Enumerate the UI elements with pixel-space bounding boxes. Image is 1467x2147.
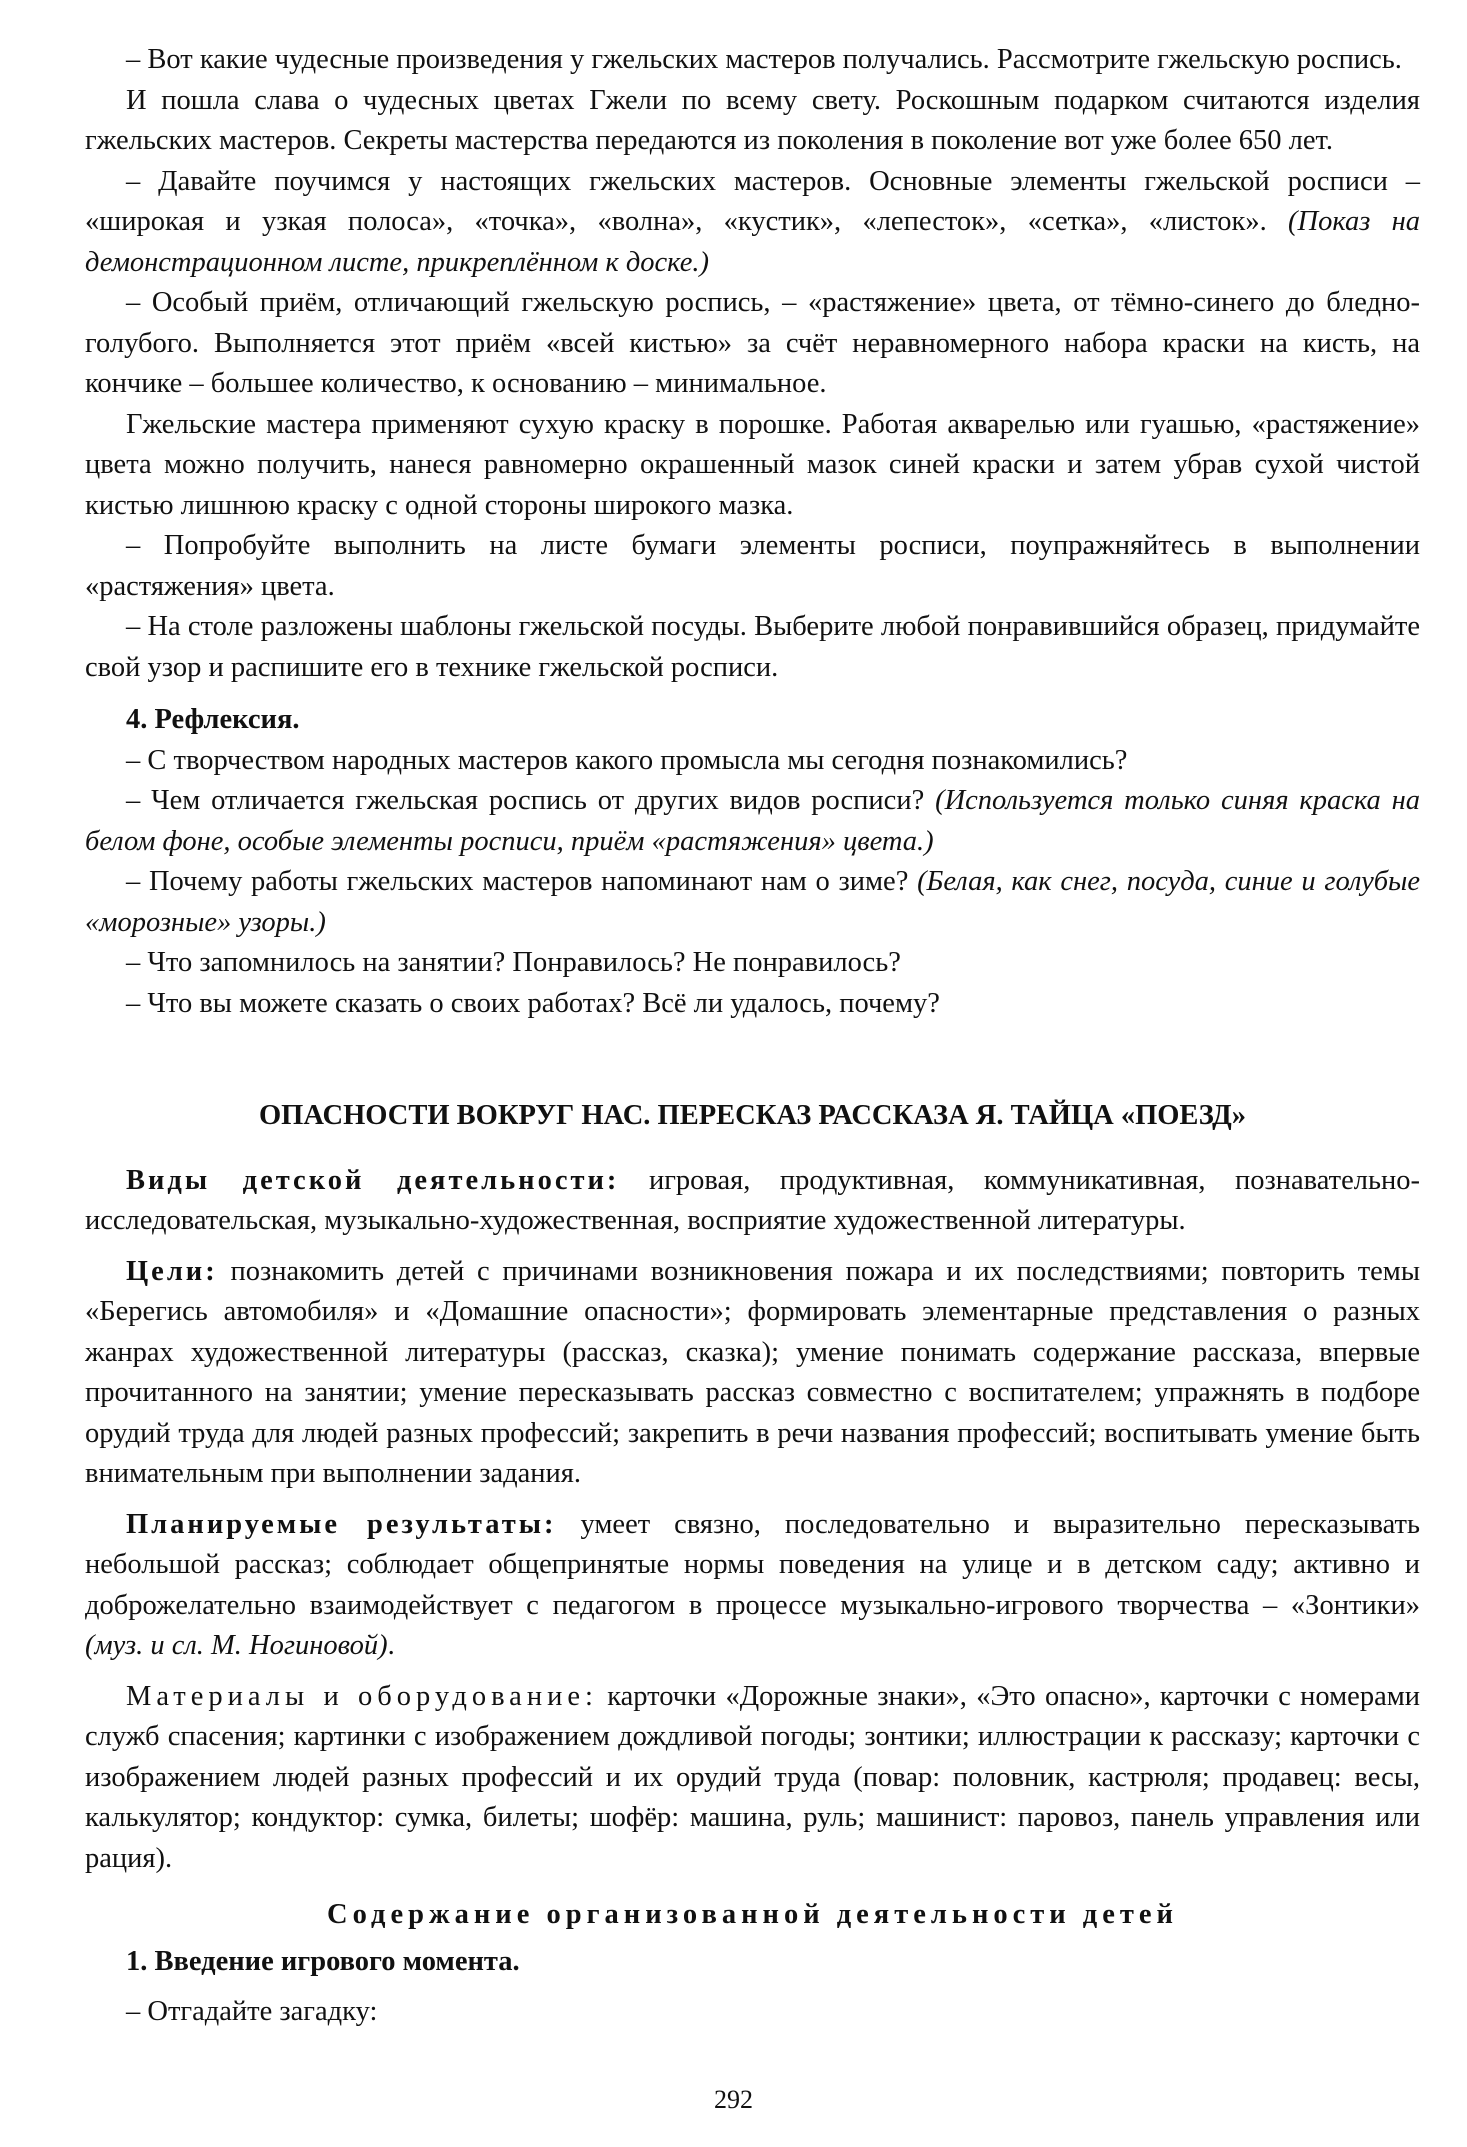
document-page xyxy=(85,40,1420,2033)
activities-label: Виды детской деятельности: xyxy=(126,1164,620,1196)
reflection-text: – Что вы можете сказать о своих работах? Всё ли удалось, почему? xyxy=(126,987,940,1019)
reflection-paragraph xyxy=(85,943,1420,984)
intro-heading: 1. Введение игрового момента. xyxy=(126,1945,520,1977)
body-paragraph xyxy=(85,607,1420,688)
reflection-text: – Что запомнилось на занятии? Понравилось? Не понравилось? xyxy=(126,947,901,978)
goals-paragraph xyxy=(85,1252,1420,1495)
reflection-text: – Чем отличается гжельская роспись от других видов росписи? xyxy=(126,785,936,816)
body-text: – Вот какие чудесные произведения у гжельских мастеров получались. Рассмотрите гжельскую роспись. xyxy=(126,44,1402,75)
body-text: – Попробуйте выполнить на листе бумаги элементы росписи, поупражняйтесь в выполнении «растяжения» цвета. xyxy=(85,530,1420,602)
activities-paragraph xyxy=(85,1161,1420,1242)
reflection-text: – Почему работы гжельских мастеров напоминают нам о зиме? xyxy=(126,866,918,897)
goals-text: познакомить детей с причинами возникновения пожара и их последствиями; повторить темы «Берегись автомобиля» и «Домашние опасности»; формировать элементарные представления о разных жанрах художественной литературы (рассказ, сказка); умение понимать содержание рассказа, впервые прочитанного на занятии; умение пересказывать рассказ совместно с воспитателем; упражнять в подборе орудий труда для людей разных профессий; закрепить в речи названия профессий; воспитывать умение быть внимательным при выполнении задания. xyxy=(85,1255,1420,1489)
lesson-continuation xyxy=(85,40,1420,688)
body-paragraph xyxy=(85,526,1420,607)
body-text: И пошла слава о чудесных цветах Гжели по всему свету. Роскошным подарком считаются изделия гжельских мастеров. Секреты мастерства передаются из поколения в поколение вот уже более 650 лет. xyxy=(85,84,1420,156)
reflection-italic-note: (Используется только синяя краска на белом фоне, особые элементы росписи, приём «растяжения» цвета.) xyxy=(85,785,1420,857)
body-text: – Особый приём, отличающий гжельскую роспись, – «растяжение» цвета, от тёмно-синего до бледно-голубого. Выполняется этот приём «всей кистью» за счёт неравномерного набора краски на кисть, на кончике – большее количество, к основанию – минимальное. xyxy=(85,287,1420,399)
goals-label: Цели: xyxy=(126,1255,218,1287)
riddle-prompt: – Отгадайте загадку: xyxy=(126,1996,378,2027)
body-paragraph xyxy=(85,81,1420,162)
reflection-paragraph xyxy=(85,781,1420,862)
materials-text: карточки «Дорожные знаки», «Это опасно», карточки с номерами служб спасения; картинки с изображением дождливой погоды; зонтики; иллюстрации к рассказу; карточки с изображением людей разных профессий и их орудий труда (повар: половник, кастрюля; продавец: весы, калькулятор; кондуктор: сумка, билеты; шофёр: машина, руль; машинист: паровоз, панель управления или рация). xyxy=(85,1680,1421,1874)
reflection-paragraph xyxy=(85,984,1420,1025)
results-tail: . xyxy=(387,1630,395,1661)
section-title: ОПАСНОСТИ ВОКРУГ НАС. ПЕРЕСКАЗ РАССКАЗА Я. ТАЙЦА «ПОЕЗД» xyxy=(259,1100,1246,1131)
reflection-questions xyxy=(85,741,1420,1025)
body-text: – На столе разложены шаблоны гжельской посуды. Выберите любой понравившийся образец, придумайте свой узор и распишите его в технике гжельской росписи. xyxy=(85,611,1420,683)
body-paragraph xyxy=(85,405,1420,527)
body-text: – Давайте поучимся у настоящих гжельских мастеров. Основные элементы гжельской росписи – «широкая и узкая полоса», «точка», «волна», «кустик», «лепесток», «сетка», «листок». xyxy=(85,165,1420,237)
materials-label: Материалы и оборудование: xyxy=(126,1680,598,1712)
reflection-paragraph xyxy=(85,741,1420,782)
activities-text: игровая, продуктивная, коммуникативная, познавательно-исследовательская, музыкально-художественная, восприятие художественной литературы. xyxy=(85,1164,1420,1236)
content-title: Содержание организованной деятельности детей xyxy=(327,1899,1178,1930)
body-text: Гжельские мастера применяют сухую краску в порошке. Работая акварелью или гуашью, «растяжение» цвета можно получить, нанеся равномерно окрашенный мазок синей краски и затем убрав сухой чистой кистью лишнюю краску с одной стороны широкого мазка. xyxy=(85,408,1420,521)
reflection-text: – С творчеством народных мастеров какого промысла мы сегодня познакомились? xyxy=(126,744,1128,776)
body-paragraph xyxy=(85,162,1420,284)
results-label: Планируемые результаты: xyxy=(126,1508,557,1540)
body-paragraph xyxy=(85,283,1420,405)
body-paragraph xyxy=(85,40,1420,81)
reflection-italic-note: (Белая, как снег, посуда, синие и голубые «морозные» узоры.) xyxy=(85,866,1421,938)
materials-paragraph xyxy=(85,1677,1420,1880)
results-paragraph xyxy=(85,1505,1420,1667)
reflection-paragraph xyxy=(85,862,1420,943)
results-italic: (муз. и сл. М. Ногиновой) xyxy=(85,1630,388,1661)
body-italic-note: (Показ на демонстрационном листе, прикреплённом к доске.) xyxy=(85,206,1420,278)
results-text: умеет связно, последовательно и выразительно пересказывать небольшой рассказ; соблюдает общепринятые нормы поведения на улице и в детском саду; активно и доброжелательно взаимодействует с педагогом в процессе музыкально-игрового творчества – «Зонтики» xyxy=(85,1508,1420,1621)
page-number: 292 xyxy=(714,2085,753,2114)
reflection-heading: 4. Рефлексия. xyxy=(126,704,300,735)
